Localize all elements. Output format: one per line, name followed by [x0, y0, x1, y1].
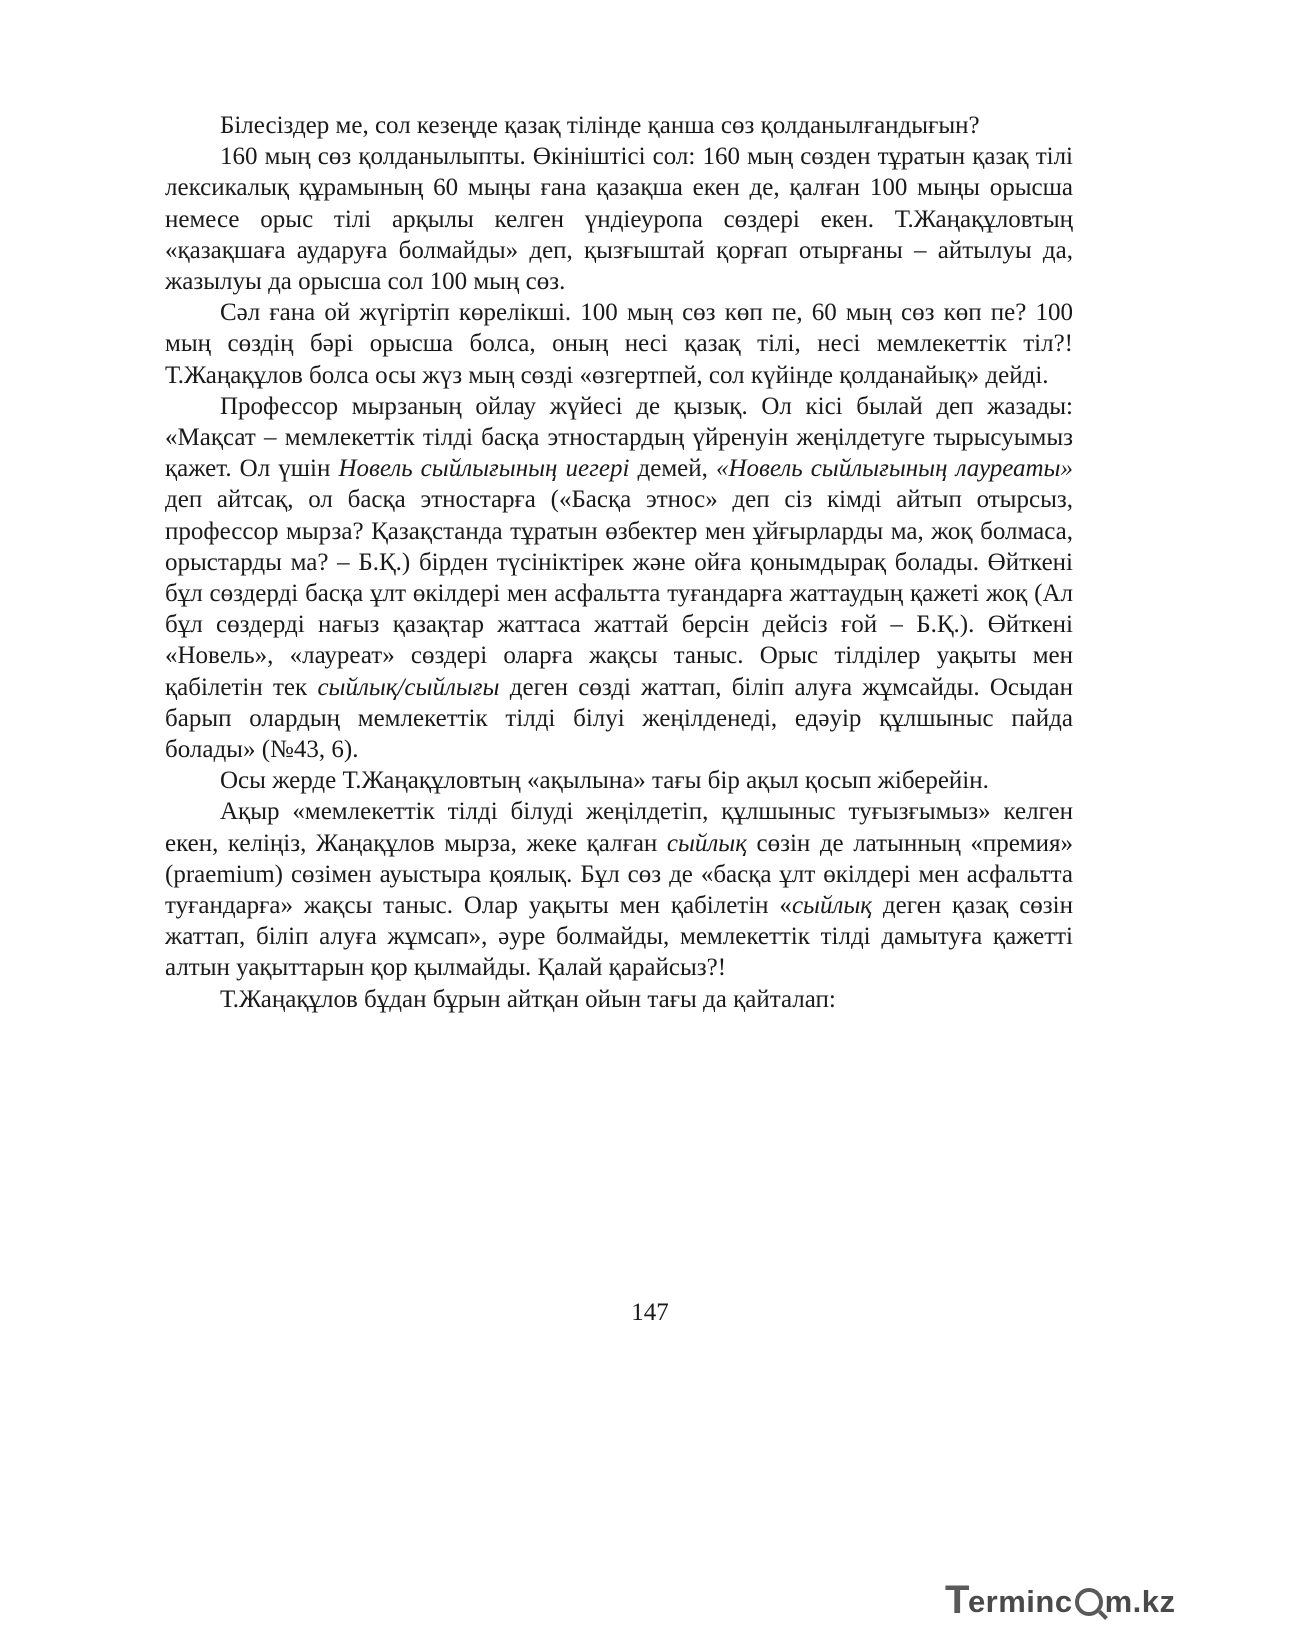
text-run: 160 мың сөз қолданылыпты. Өкініштісі сол: 160 мың сөзден тұратын қазақ тілі лексикалық құрамының 60 мыңы ғана қазақша екен де, қалған 100 мыңы орысша немесе орыс тілі арқылы келген үндіеуропа сөздері екен. Т.Жаңақұловтың «қазақшаға аударуға болмайды» деп, қызғыштай қорғап отырғаны – айтылуы да, жазылуы да орысша сол 100 мың сөз.	[165, 143, 1073, 296]
main-text	[165, 110, 1073, 1015]
paragraph-7	[165, 984, 1073, 1015]
text-run: Т.Жаңақұлов бұдан бұрын айтқан ойын тағы да қайталап:	[220, 985, 836, 1013]
italic-term: сыйлық	[666, 829, 747, 857]
text-run: деген сөзді жаттап, біліп алуға жұмсайды. Осыдан барып олардың мемлекеттік тілді білуі жеңілденеді, едәуір құлшыныс пайда болады» (№43, 6).	[165, 673, 1073, 764]
text-run: Осы жерде Т.Жаңақұловтың «ақылына» тағы бір ақыл қосып жіберейін.	[220, 767, 989, 795]
italic-term: сыйлық	[791, 892, 872, 920]
italic-term: «Новель сыйлығының лауреаты»	[715, 455, 1073, 483]
page-number: 147	[631, 1299, 669, 1326]
paragraph-2	[165, 141, 1073, 297]
italic-term: Новель сыйлығының иегері	[338, 455, 630, 483]
magnifier-o-icon	[1075, 1588, 1103, 1616]
paragraph-4	[165, 391, 1073, 765]
text-run: Ақыр «мемлекеттік тілді білуді жеңілдетіп, құлшыныс туғызғымыз» келген екен, келіңіз, Жаңақұлов мырза, жеке қалған	[165, 798, 1073, 857]
text-run: деп айтсақ, ол басқа этностарға («Басқа этнос» деп сіз кімді айтып отырсыз, профессор мырза? Қазақстанда тұратын өзбектер мен ұйғырларды ма, жоқ болмаса, орыстарды ма? – Б.Қ.) бірден түсініктірек және ойға қонымдырақ болады. Өйткені бұл сөздерді басқа ұлт өкілдері мен асфальтта туғандарға жаттаудың қажеті жоқ (Ал бұл сөздерді нағыз қазақтар жаттаса жаттай берсін дейсіз ғой – Б.Қ.). Өйткені «Новель», «лауреат» сөздері оларға жақсы таныс. Орыс тілділер уақыты мен қабілетін тек	[165, 486, 1073, 701]
terminco-watermark-logo	[945, 1580, 1176, 1620]
paragraph-3	[165, 297, 1073, 391]
paragraph-6	[165, 796, 1073, 983]
paragraph-5	[165, 765, 1073, 796]
text-run: Сәл ғана ой жүгіртіп көрелікші. 100 мың сөз көп пе, 60 мың сөз көп пе? 100 мың сөздің бәрі орысша болса, оның несі қазақ тілі, несі мемлекеттік тіл?! Т.Жаңақұлов болса осы жүз мың сөзді «өзгертпей, сол күйінде қолданайық» дейді.	[165, 299, 1073, 389]
text-run: Профессор мырзаның ойлау жүйесі де қызық. Ол кісі былай деп жазады: «Мақсат – мемлекеттік тілді басқа этностардың үйренуін жеңілдетуге тырысуымыз қажет. Ол үшін	[165, 392, 1073, 483]
text-run: сөзін де латынның «премия» (praemium) сөзімен ауыстыра қоялық. Бұл сөз де «басқа ұлт өкілдері мен асфальтта туғандарға» жақсы таныс. Олар уақыты мен қабілетін «	[165, 829, 1073, 920]
text-run: Білесіздер ме, сол кезеңде қазақ тілінде қанша сөз қолданылғандығын?	[220, 112, 980, 139]
watermark-prefix: T	[945, 1578, 970, 1622]
text-run: деген қазақ сөзін жаттап, біліп алуға жұмсап», әуре болмайды, мемлекеттік тілді дамытуға қажетті алтын уақыттарын қор қылмайды. Қалай қарайсыз?!	[165, 892, 1073, 982]
paragraph-1	[165, 110, 1073, 141]
watermark-middle: erminc	[967, 1584, 1073, 1619]
text-run: демей,	[629, 455, 716, 483]
watermark-suffix: m.kz	[1104, 1584, 1176, 1619]
italic-term: сыйлық/сыйлығы	[317, 673, 500, 701]
